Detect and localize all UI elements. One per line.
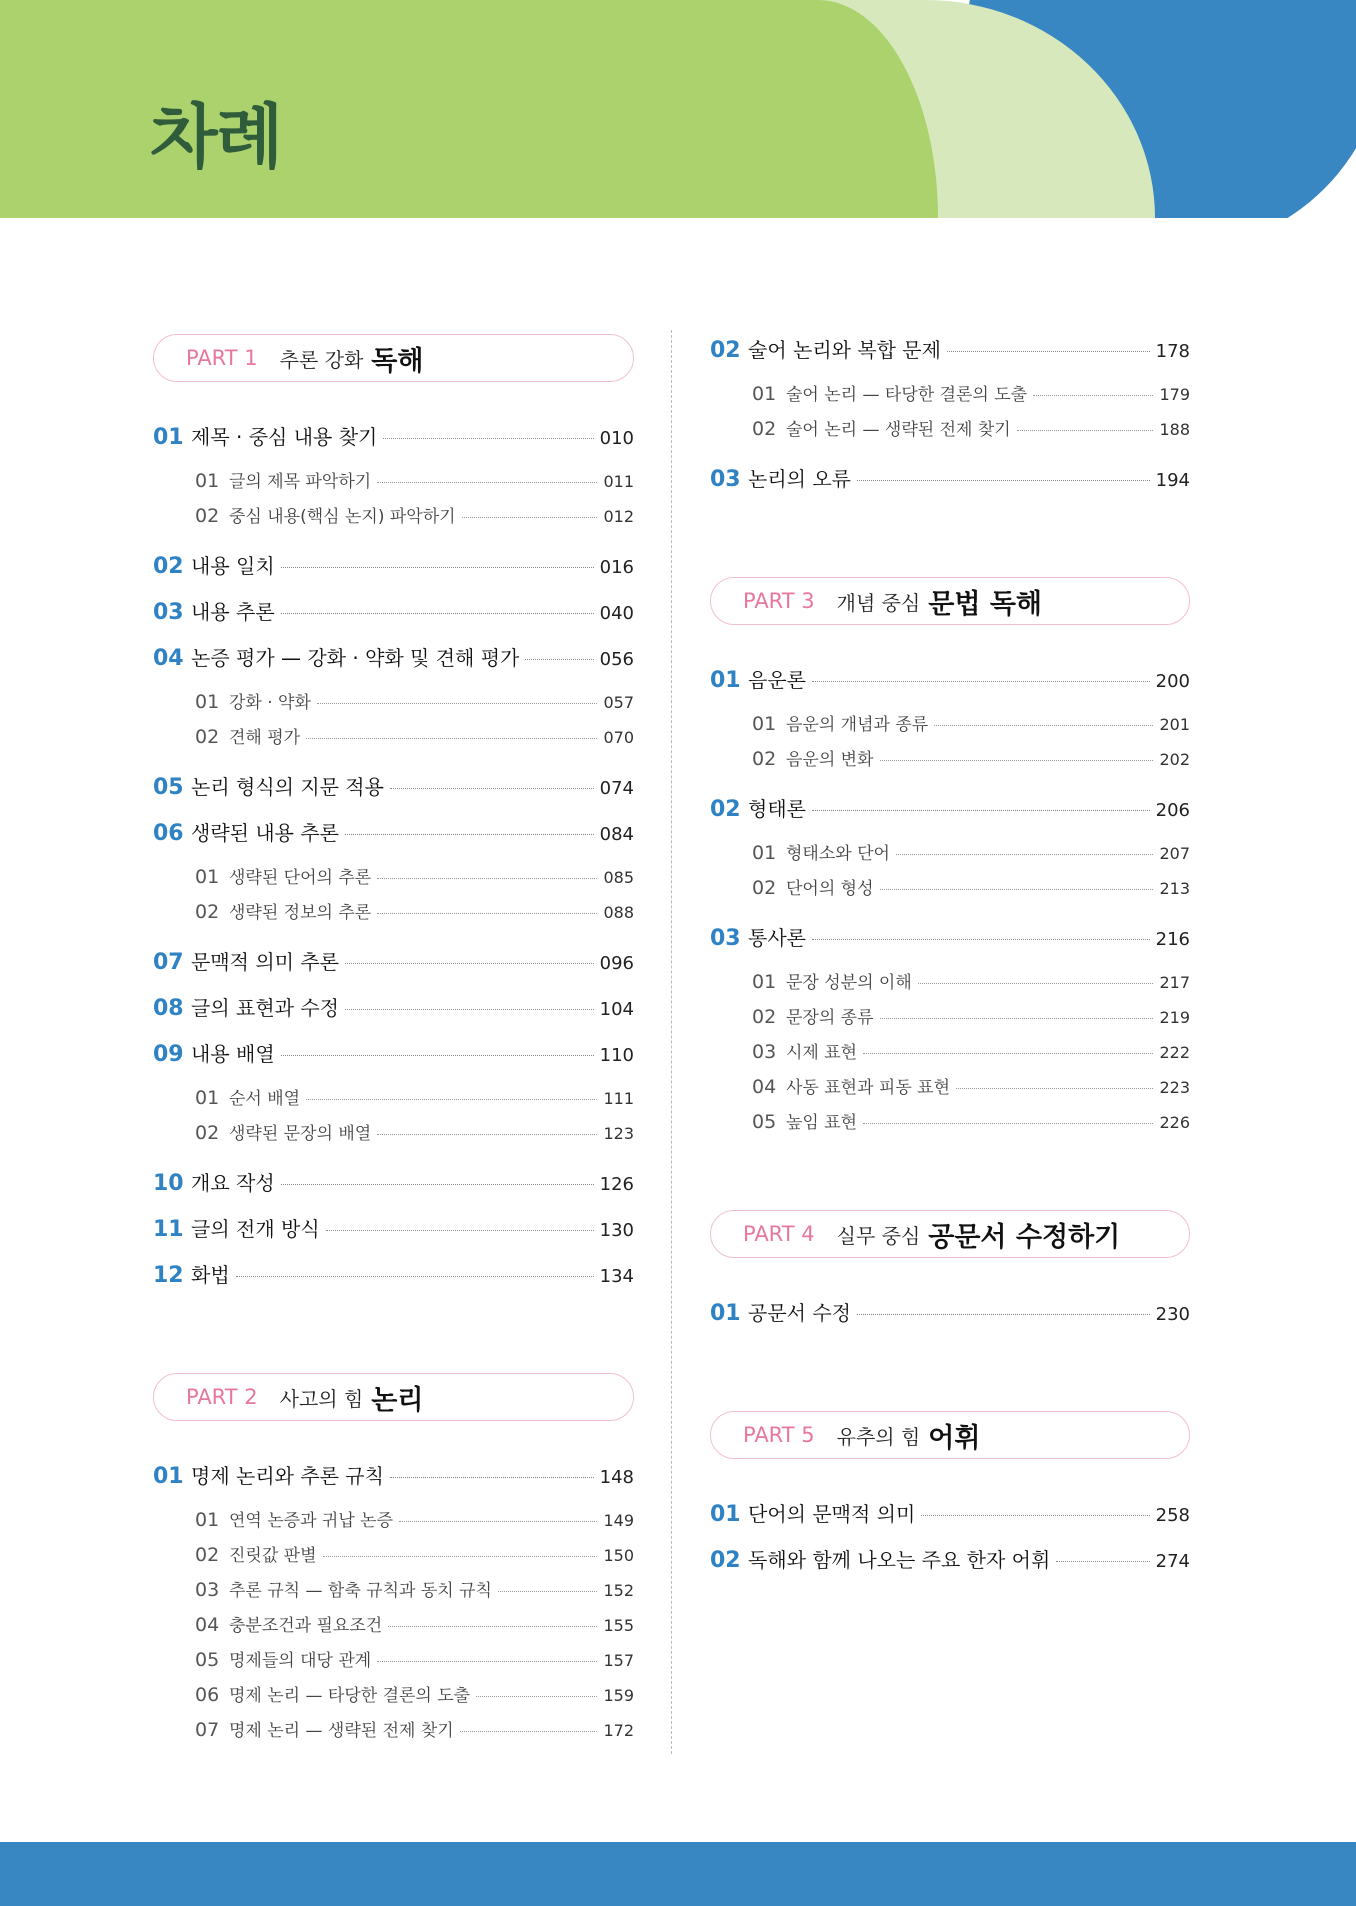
entry-page: 134 bbox=[599, 1266, 634, 1287]
entry-number: 01 bbox=[710, 1502, 741, 1527]
footer-bar bbox=[0, 1842, 1356, 1906]
subentry-page: 207 bbox=[1159, 844, 1190, 863]
leader-dots bbox=[1056, 1561, 1149, 1562]
leader-dots bbox=[383, 438, 593, 439]
entry-title: 내용 추론 bbox=[191, 600, 275, 624]
entry-number: 12 bbox=[153, 1263, 184, 1288]
entry-page: 104 bbox=[599, 999, 634, 1020]
subentry-number: 01 bbox=[752, 383, 777, 405]
part-title: 독해 bbox=[371, 345, 424, 377]
toc-entry[interactable] bbox=[153, 992, 634, 1021]
toc-entry[interactable] bbox=[153, 596, 634, 625]
subentry-number: 02 bbox=[195, 1122, 220, 1144]
subentry-page: 149 bbox=[603, 1511, 634, 1530]
leader-dots bbox=[880, 760, 1154, 761]
leader-dots bbox=[462, 517, 598, 518]
entry-page: 040 bbox=[599, 603, 634, 624]
entry-title: 논증 평가 — 강화 · 약화 및 견해 평가 bbox=[191, 646, 520, 670]
subentry-page: 155 bbox=[603, 1616, 634, 1635]
entry-number: 10 bbox=[153, 1171, 184, 1196]
entry-number: 03 bbox=[710, 926, 741, 951]
subentry-number: 01 bbox=[195, 1509, 220, 1531]
leader-dots bbox=[377, 482, 597, 483]
subentry-title: 높임 표현 bbox=[786, 1113, 858, 1133]
entry-number: 01 bbox=[710, 668, 741, 693]
entry-number: 01 bbox=[710, 1301, 741, 1326]
subentry-title: 명제 논리 — 타당한 결론의 도출 bbox=[229, 1686, 471, 1706]
toc-subentry[interactable] bbox=[752, 380, 1190, 405]
entry-page: 206 bbox=[1155, 800, 1190, 821]
entry-title: 글의 표현과 수정 bbox=[191, 996, 339, 1020]
entry-number: 09 bbox=[153, 1042, 184, 1067]
header-banner bbox=[0, 0, 1356, 218]
toc-entry[interactable] bbox=[710, 793, 1190, 822]
entry-number: 01 bbox=[153, 1464, 184, 1489]
leader-dots bbox=[377, 913, 597, 914]
entry-title: 개요 작성 bbox=[191, 1171, 275, 1195]
entry-title: 제목 · 중심 내용 찾기 bbox=[191, 425, 378, 449]
subentry-title: 형태소와 단어 bbox=[786, 844, 890, 864]
toc-entry[interactable] bbox=[153, 946, 634, 975]
leader-dots bbox=[390, 1477, 594, 1478]
entry-page: 178 bbox=[1155, 341, 1190, 362]
toc-subentry[interactable] bbox=[195, 1541, 634, 1566]
entry-number: 04 bbox=[153, 646, 184, 671]
toc-entry[interactable] bbox=[153, 771, 634, 800]
toc-subentry[interactable] bbox=[752, 839, 1190, 864]
leader-dots bbox=[377, 1661, 597, 1662]
leader-dots bbox=[390, 788, 594, 789]
subentry-title: 순서 배열 bbox=[229, 1089, 301, 1109]
entry-title: 독해와 함께 나오는 주요 한자 어휘 bbox=[748, 1548, 1051, 1572]
leader-dots bbox=[498, 1591, 598, 1592]
part-2-banner bbox=[153, 1373, 634, 1421]
part-subtitle: 개념 중심 bbox=[836, 590, 921, 615]
subentry-page: 188 bbox=[1159, 420, 1190, 439]
subentry-page: 222 bbox=[1159, 1043, 1190, 1062]
subentry-number: 02 bbox=[195, 505, 220, 527]
leader-dots bbox=[863, 1053, 1153, 1054]
page-title: 차례 bbox=[150, 96, 282, 178]
leader-dots bbox=[317, 703, 598, 704]
subentry-number: 02 bbox=[195, 901, 220, 923]
subentry-number: 02 bbox=[752, 748, 777, 770]
part-subtitle: 추론 강화 bbox=[279, 347, 364, 372]
entry-page: 056 bbox=[599, 649, 634, 670]
part-number: PART 1 bbox=[186, 346, 258, 370]
leader-dots bbox=[812, 810, 1150, 811]
entry-title: 명제 논리와 추론 규칙 bbox=[191, 1464, 384, 1488]
toc-entry[interactable] bbox=[710, 334, 1190, 363]
subentry-title: 술어 논리 — 타당한 결론의 도출 bbox=[786, 385, 1028, 405]
entry-page: 016 bbox=[599, 557, 634, 578]
leader-dots bbox=[281, 613, 594, 614]
subentry-page: 150 bbox=[603, 1546, 634, 1565]
subentry-title: 명제 논리 — 생략된 전제 찾기 bbox=[229, 1721, 454, 1741]
leader-dots bbox=[460, 1731, 598, 1732]
subentry-page: 012 bbox=[603, 507, 634, 526]
leader-dots bbox=[281, 1055, 594, 1056]
subentry-title: 단어의 형성 bbox=[786, 879, 874, 899]
leader-dots bbox=[857, 1314, 1150, 1315]
leader-dots bbox=[345, 834, 594, 835]
leader-dots bbox=[306, 738, 597, 739]
subentry-page: 011 bbox=[603, 472, 634, 491]
toc-subentry[interactable] bbox=[195, 1506, 634, 1531]
leader-dots bbox=[236, 1276, 594, 1277]
leader-dots bbox=[896, 854, 1154, 855]
toc-subentry[interactable] bbox=[195, 1681, 634, 1706]
subentry-page: 152 bbox=[603, 1581, 634, 1600]
subentry-page: 123 bbox=[603, 1124, 634, 1143]
leader-dots bbox=[880, 1018, 1154, 1019]
toc-entry[interactable] bbox=[710, 1544, 1190, 1573]
leader-dots bbox=[377, 1134, 597, 1135]
subentry-number: 01 bbox=[195, 470, 220, 492]
subentry-page: 202 bbox=[1159, 750, 1190, 769]
subentry-number: 01 bbox=[195, 1087, 220, 1109]
toc-entry[interactable] bbox=[153, 817, 634, 846]
part-3-banner bbox=[710, 577, 1190, 625]
subentry-page: 223 bbox=[1159, 1078, 1190, 1097]
toc-entry[interactable] bbox=[153, 1038, 634, 1067]
part-title: 문법 독해 bbox=[928, 588, 1042, 620]
entry-number: 06 bbox=[153, 821, 184, 846]
subentry-number: 01 bbox=[195, 691, 220, 713]
toc-subentry[interactable] bbox=[195, 1716, 634, 1741]
toc-entry[interactable] bbox=[153, 1167, 634, 1196]
subentry-title: 명제들의 대당 관계 bbox=[229, 1651, 372, 1671]
subentry-title: 생략된 정보의 추론 bbox=[229, 903, 372, 923]
entry-title: 화법 bbox=[191, 1263, 230, 1287]
leader-dots bbox=[956, 1088, 1153, 1089]
toc-subentry[interactable] bbox=[752, 1108, 1190, 1133]
toc-subentry[interactable] bbox=[195, 688, 634, 713]
subentry-title: 중심 내용(핵심 논지) 파악하기 bbox=[229, 507, 456, 527]
subentry-number: 02 bbox=[752, 1006, 777, 1028]
entry-number: 03 bbox=[710, 467, 741, 492]
subentry-page: 201 bbox=[1159, 715, 1190, 734]
leader-dots bbox=[918, 983, 1154, 984]
toc-subentry[interactable] bbox=[752, 968, 1190, 993]
entry-number: 11 bbox=[153, 1217, 184, 1242]
leader-dots bbox=[812, 681, 1150, 682]
part-title: 공문서 수정하기 bbox=[928, 1221, 1121, 1253]
part-5-banner bbox=[710, 1411, 1190, 1459]
entry-title: 논리 형식의 지문 적용 bbox=[191, 775, 384, 799]
subentry-page: 070 bbox=[603, 728, 634, 747]
subentry-number: 01 bbox=[752, 713, 777, 735]
leader-dots bbox=[323, 1556, 598, 1557]
subentry-page: 085 bbox=[603, 868, 634, 887]
leader-dots bbox=[281, 1184, 594, 1185]
subentry-number: 01 bbox=[752, 971, 777, 993]
entry-title: 내용 일치 bbox=[191, 554, 275, 578]
toc-subentry[interactable] bbox=[195, 723, 634, 748]
entry-title: 음운론 bbox=[748, 668, 806, 692]
leader-dots bbox=[388, 1626, 597, 1627]
entry-page: 096 bbox=[599, 953, 634, 974]
entry-page: 126 bbox=[599, 1174, 634, 1195]
subentry-number: 06 bbox=[195, 1684, 220, 1706]
part-number: PART 5 bbox=[743, 1423, 815, 1447]
subentry-title: 문장 성분의 이해 bbox=[786, 973, 912, 993]
part-number: PART 2 bbox=[186, 1385, 258, 1409]
subentry-page: 057 bbox=[603, 693, 634, 712]
subentry-title: 연역 논증과 귀납 논증 bbox=[229, 1511, 394, 1531]
leader-dots bbox=[525, 659, 593, 660]
leader-dots bbox=[345, 963, 594, 964]
subentry-page: 179 bbox=[1159, 385, 1190, 404]
subentry-number: 03 bbox=[195, 1579, 220, 1601]
subentry-title: 충분조건과 필요조건 bbox=[229, 1616, 383, 1636]
entry-title: 내용 배열 bbox=[191, 1042, 275, 1066]
subentry-number: 01 bbox=[752, 842, 777, 864]
entry-page: 230 bbox=[1155, 1304, 1190, 1325]
toc-entry[interactable] bbox=[710, 1498, 1190, 1527]
part-4-banner bbox=[710, 1210, 1190, 1258]
subentry-title: 생략된 문장의 배열 bbox=[229, 1124, 372, 1144]
toc-entry[interactable] bbox=[153, 421, 634, 450]
entry-number: 02 bbox=[710, 1548, 741, 1573]
entry-title: 생략된 내용 추론 bbox=[191, 821, 339, 845]
toc-subentry[interactable] bbox=[195, 1084, 634, 1109]
part-subtitle: 실무 중심 bbox=[836, 1223, 921, 1248]
leader-dots bbox=[326, 1230, 594, 1231]
subentry-page: 226 bbox=[1159, 1113, 1190, 1132]
entry-number: 01 bbox=[153, 425, 184, 450]
part-title: 어휘 bbox=[928, 1422, 981, 1454]
subentry-title: 견해 평가 bbox=[229, 728, 301, 748]
toc-entry[interactable] bbox=[710, 922, 1190, 951]
leader-dots bbox=[921, 1515, 1149, 1516]
entry-number: 07 bbox=[153, 950, 184, 975]
leader-dots bbox=[812, 939, 1150, 940]
subentry-page: 111 bbox=[603, 1089, 634, 1108]
leader-dots bbox=[863, 1123, 1153, 1124]
entry-number: 02 bbox=[153, 554, 184, 579]
toc-subentry[interactable] bbox=[195, 863, 634, 888]
toc-subentry[interactable] bbox=[752, 1003, 1190, 1028]
subentry-number: 02 bbox=[752, 877, 777, 899]
subentry-title: 음운의 변화 bbox=[786, 750, 874, 770]
toc-subentry[interactable] bbox=[195, 898, 634, 923]
entry-title: 단어의 문맥적 의미 bbox=[748, 1502, 916, 1526]
part-number: PART 3 bbox=[743, 589, 815, 613]
toc-entry[interactable] bbox=[710, 664, 1190, 693]
leader-dots bbox=[880, 889, 1154, 890]
entry-title: 글의 전개 방식 bbox=[191, 1217, 320, 1241]
toc-entry[interactable] bbox=[153, 1460, 634, 1489]
subentry-number: 05 bbox=[195, 1649, 220, 1671]
entry-number: 03 bbox=[153, 600, 184, 625]
toc-subentry[interactable] bbox=[752, 745, 1190, 770]
entry-page: 110 bbox=[599, 1045, 634, 1066]
entry-title: 형태론 bbox=[748, 797, 806, 821]
subentry-number: 02 bbox=[195, 726, 220, 748]
toc-subentry[interactable] bbox=[195, 1119, 634, 1144]
leader-dots bbox=[306, 1099, 597, 1100]
toc-entry[interactable] bbox=[710, 463, 1190, 492]
leader-dots bbox=[281, 567, 594, 568]
leader-dots bbox=[345, 1009, 594, 1010]
subentry-number: 05 bbox=[752, 1111, 777, 1133]
entry-page: 258 bbox=[1155, 1505, 1190, 1526]
toc-entry[interactable] bbox=[710, 1297, 1190, 1326]
part-title: 논리 bbox=[371, 1384, 424, 1416]
entry-title: 통사론 bbox=[748, 926, 806, 950]
part-number: PART 4 bbox=[743, 1222, 815, 1246]
toc-subentry[interactable] bbox=[195, 1611, 634, 1636]
subentry-page: 159 bbox=[603, 1686, 634, 1705]
toc-entry[interactable] bbox=[153, 642, 634, 671]
subentry-title: 생략된 단어의 추론 bbox=[229, 868, 372, 888]
toc-subentry[interactable] bbox=[752, 874, 1190, 899]
subentry-number: 02 bbox=[195, 1544, 220, 1566]
entry-number: 05 bbox=[153, 775, 184, 800]
subentry-number: 03 bbox=[752, 1041, 777, 1063]
part-subtitle: 유추의 힘 bbox=[836, 1424, 921, 1449]
leader-dots bbox=[399, 1521, 597, 1522]
toc-entry[interactable] bbox=[153, 550, 634, 579]
subentry-title: 시제 표현 bbox=[786, 1043, 858, 1063]
entry-title: 술어 논리와 복합 문제 bbox=[748, 338, 941, 362]
entry-page: 216 bbox=[1155, 929, 1190, 950]
leader-dots bbox=[1017, 430, 1154, 431]
subentry-title: 사동 표현과 피동 표현 bbox=[786, 1078, 951, 1098]
subentry-page: 088 bbox=[603, 903, 634, 922]
green-shape bbox=[0, 0, 938, 218]
subentry-title: 문장의 종류 bbox=[786, 1008, 874, 1028]
subentry-page: 172 bbox=[603, 1721, 634, 1740]
leader-dots bbox=[934, 725, 1153, 726]
leader-dots bbox=[377, 878, 597, 879]
toc-subentry[interactable] bbox=[752, 1038, 1190, 1063]
subentry-title: 추론 규칙 — 함축 규칙과 동치 규칙 bbox=[229, 1581, 492, 1601]
entry-page: 074 bbox=[599, 778, 634, 799]
entry-title: 논리의 오류 bbox=[748, 467, 851, 491]
subentry-page: 219 bbox=[1159, 1008, 1190, 1027]
leader-dots bbox=[857, 480, 1150, 481]
toc-subentry[interactable] bbox=[752, 710, 1190, 735]
entry-page: 148 bbox=[599, 1467, 634, 1488]
subentry-number: 01 bbox=[195, 866, 220, 888]
entry-page: 200 bbox=[1155, 671, 1190, 692]
entry-page: 130 bbox=[599, 1220, 634, 1241]
subentry-page: 213 bbox=[1159, 879, 1190, 898]
part-subtitle: 사고의 힘 bbox=[279, 1386, 364, 1411]
entry-title: 문맥적 의미 추론 bbox=[191, 950, 339, 974]
entry-number: 08 bbox=[153, 996, 184, 1021]
leader-dots bbox=[1033, 395, 1153, 396]
entry-title: 공문서 수정 bbox=[748, 1301, 851, 1325]
toc-subentry[interactable] bbox=[752, 1073, 1190, 1098]
entry-page: 194 bbox=[1155, 470, 1190, 491]
entry-number: 02 bbox=[710, 797, 741, 822]
subentry-number: 04 bbox=[195, 1614, 220, 1636]
subentry-title: 술어 논리 — 생략된 전제 찾기 bbox=[786, 420, 1011, 440]
part-1-banner bbox=[153, 334, 634, 382]
toc-subentry[interactable] bbox=[195, 467, 634, 492]
toc-entry[interactable] bbox=[153, 1259, 634, 1288]
subentry-title: 음운의 개념과 종류 bbox=[786, 715, 929, 735]
subentry-title: 강화 · 약화 bbox=[229, 693, 311, 713]
toc-subentry[interactable] bbox=[195, 502, 634, 527]
leader-dots bbox=[476, 1696, 597, 1697]
subentry-title: 글의 제목 파악하기 bbox=[229, 472, 372, 492]
toc-subentry[interactable] bbox=[752, 415, 1190, 440]
subentry-page: 157 bbox=[603, 1651, 634, 1670]
subentry-page: 217 bbox=[1159, 973, 1190, 992]
entry-page: 084 bbox=[599, 824, 634, 845]
entry-page: 274 bbox=[1155, 1551, 1190, 1572]
toc-subentry[interactable] bbox=[195, 1576, 634, 1601]
column-divider bbox=[671, 330, 672, 1754]
subentry-number: 04 bbox=[752, 1076, 777, 1098]
subentry-number: 02 bbox=[752, 418, 777, 440]
toc-subentry[interactable] bbox=[195, 1646, 634, 1671]
subentry-number: 07 bbox=[195, 1719, 220, 1741]
subentry-title: 진릿값 판별 bbox=[229, 1546, 317, 1566]
entry-page: 010 bbox=[599, 428, 634, 449]
toc-entry[interactable] bbox=[153, 1213, 634, 1242]
entry-number: 02 bbox=[710, 338, 741, 363]
leader-dots bbox=[947, 351, 1150, 352]
